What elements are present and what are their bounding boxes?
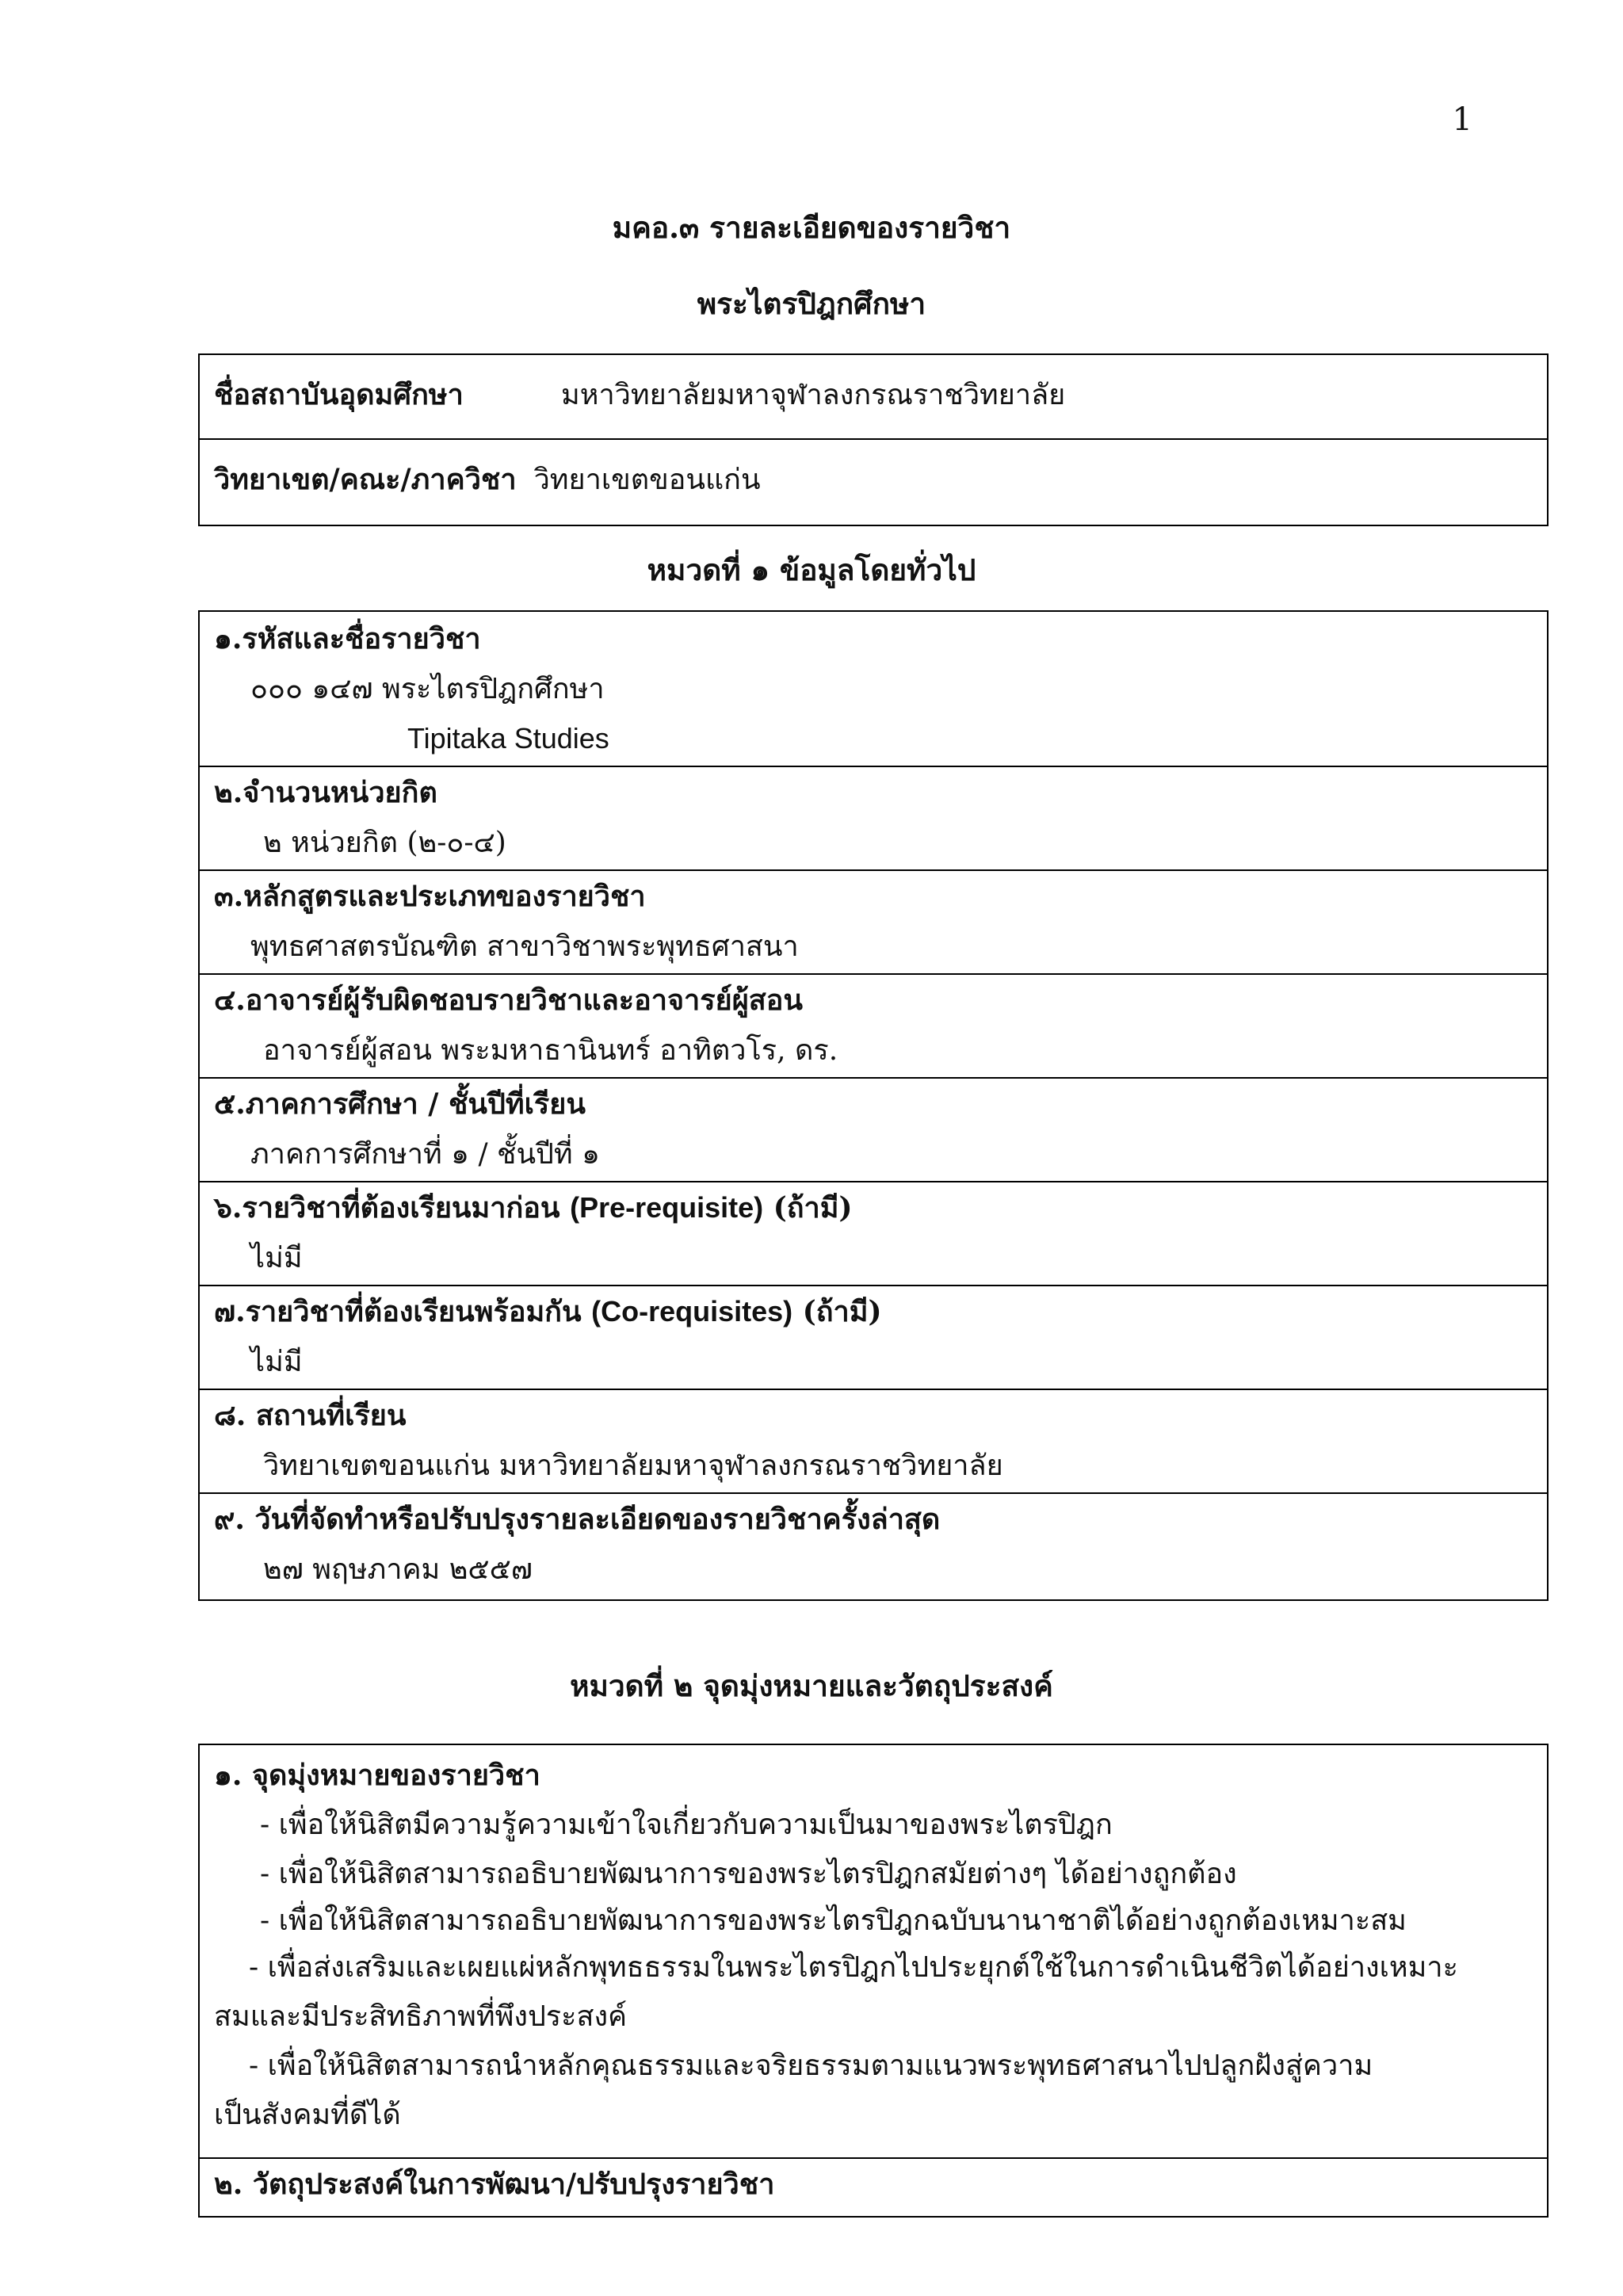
course-title: พระไตรปิฎกศึกษา bbox=[697, 286, 926, 321]
item-value: ไม่มี bbox=[250, 1346, 303, 1378]
item-head-thai: ๗.รายวิชาที่ต้องเรียนพร้อมกัน bbox=[214, 1295, 582, 1328]
section1-title: หมวดที่ ๑ ข้อมูลโดยทั่วไป bbox=[647, 552, 976, 587]
institution-box bbox=[198, 353, 1549, 526]
item-head: ๓.หลักสูตรและประเภทของรายวิชา bbox=[214, 880, 646, 913]
section2-title: หมวดที่ ๒ จุดมุ่งหมายและวัตถุประสงค์ bbox=[570, 1668, 1053, 1703]
item-value: ภาคการศึกษาที่ ๑ / ชั้นปีที่ ๑ bbox=[250, 1138, 600, 1171]
item-location bbox=[200, 1390, 1547, 1494]
item-value: ๐๐๐ ๑๔๗ พระไตรปิฎกศึกษา bbox=[250, 673, 605, 705]
item-head bbox=[214, 1286, 1533, 1337]
item-development-objectives bbox=[200, 2159, 1547, 2216]
aim-bullet: - เพื่อให้นิสิตสามารถนำหลักคุณธรรมและจริยธรรมตามแนวพระพุทธศาสนาไปปลูกฝังสู่ความ bbox=[249, 2050, 1373, 2082]
institution-value: มหาวิทยาลัยมหาจุฬาลงกรณราชวิทยาลัย bbox=[561, 379, 1066, 411]
institution-label: ชื่อสถาบันอุดมศึกษา bbox=[214, 378, 464, 411]
item-head: ๙. วันที่จัดทำหรือปรับปรุงรายละเอียดของรายวิชาครั้งล่าสุด bbox=[214, 1503, 941, 1536]
item-head-english: (Co-requisites) bbox=[591, 1295, 793, 1328]
item-program bbox=[200, 871, 1547, 975]
item-value: ๒๗ พฤษภาคม ๒๕๕๗ bbox=[263, 1553, 533, 1586]
item-instructor bbox=[200, 975, 1547, 1079]
item-head-english: (Pre-requisite) bbox=[570, 1191, 764, 1224]
page-number: 1 bbox=[1452, 101, 1472, 138]
aim-bullet: - เพื่อให้นิสิตสามารถอธิบายพัฒนาการของพระไตรปิฎกฉบับนานาชาติได้อย่างถูกต้องเหมาะสม bbox=[260, 1904, 1407, 1937]
item-prerequisite bbox=[200, 1182, 1547, 1286]
item-value-english: Tipitaka Studies bbox=[407, 722, 609, 755]
aim-bullet-continuation: สมและมีประสิทธิภาพที่พึงประสงค์ bbox=[214, 2000, 628, 2033]
item-head bbox=[214, 1182, 1533, 1233]
campus-value: วิทยาเขตขอนแก่น bbox=[533, 464, 761, 496]
item-credits bbox=[200, 767, 1547, 871]
item-head: ๘. สถานที่เรียน bbox=[214, 1399, 407, 1432]
item-value: พุทธศาสตรบัณฑิต สาขาวิชาพระพุทธศาสนา bbox=[250, 930, 799, 963]
item-value: ไม่มี bbox=[250, 1242, 303, 1274]
item-head-tail: (ถ้ามี) bbox=[773, 1191, 853, 1224]
aim-bullet: - เพื่อให้นิสิตสามารถอธิบายพัฒนาการของพระไตรปิฎกสมัยต่างๆ ได้อย่างถูกต้อง bbox=[260, 1858, 1237, 1890]
item-corequisite bbox=[200, 1286, 1547, 1390]
item-value: อาจารย์ผู้สอน พระมหาธานินทร์ อาทิตวโร, ดร. bbox=[263, 1034, 838, 1067]
item-head: ๑.รหัสและชื่อรายวิชา bbox=[214, 622, 481, 655]
item-head: ๑. จุดมุ่งหมายของรายวิชา bbox=[214, 1759, 540, 1792]
item-head-thai: ๖.รายวิชาที่ต้องเรียนมาก่อน bbox=[214, 1191, 560, 1224]
item-course-aims bbox=[200, 1745, 1547, 2159]
item-head: ๒. วัตถุประสงค์ในการพัฒนา/ปรับปรุงรายวิชา bbox=[214, 2168, 775, 2201]
institution-row bbox=[200, 355, 1547, 440]
item-course-code bbox=[200, 612, 1547, 767]
item-head: ๒.จำนวนหน่วยกิต bbox=[214, 776, 437, 809]
campus-label: วิทยาเขต/คณะ/ภาควิชา bbox=[214, 463, 517, 496]
item-value: ๒ หน่วยกิต (๒-๐-๔) bbox=[263, 827, 506, 859]
document-title: มคอ.๓ รายละเอียดของรายวิชา bbox=[612, 210, 1011, 245]
aim-bullet: - เพื่อให้นิสิตมีความรู้ความเข้าใจเกี่ยวกับความเป็นมาของพระไตรปิฎก bbox=[260, 1809, 1113, 1841]
item-last-updated bbox=[200, 1494, 1547, 1596]
section2-table bbox=[198, 1744, 1549, 2218]
section1-table bbox=[198, 610, 1549, 1601]
item-head: ๔.อาจารย์ผู้รับผิดชอบรายวิชาและอาจารย์ผู้สอน bbox=[214, 984, 803, 1017]
item-head: ๕.ภาคการศึกษา / ชั้นปีที่เรียน bbox=[214, 1087, 586, 1121]
aim-bullet: - เพื่อส่งเสริมและเผยแผ่หลักพุทธธรรมในพระไตรปิฎกไปประยุกต์ใช้ในการดำเนินชีวิตได้อย่างเหมาะ bbox=[249, 1951, 1458, 1984]
item-head-tail: (ถ้ามี) bbox=[802, 1295, 882, 1328]
item-semester bbox=[200, 1079, 1547, 1182]
campus-row bbox=[200, 440, 1547, 525]
item-value: วิทยาเขตขอนแก่น มหาวิทยาลัยมหาจุฬาลงกรณราชวิทยาลัย bbox=[263, 1450, 1003, 1482]
aim-bullet-continuation: เป็นสังคมที่ดีได้ bbox=[214, 2099, 401, 2131]
